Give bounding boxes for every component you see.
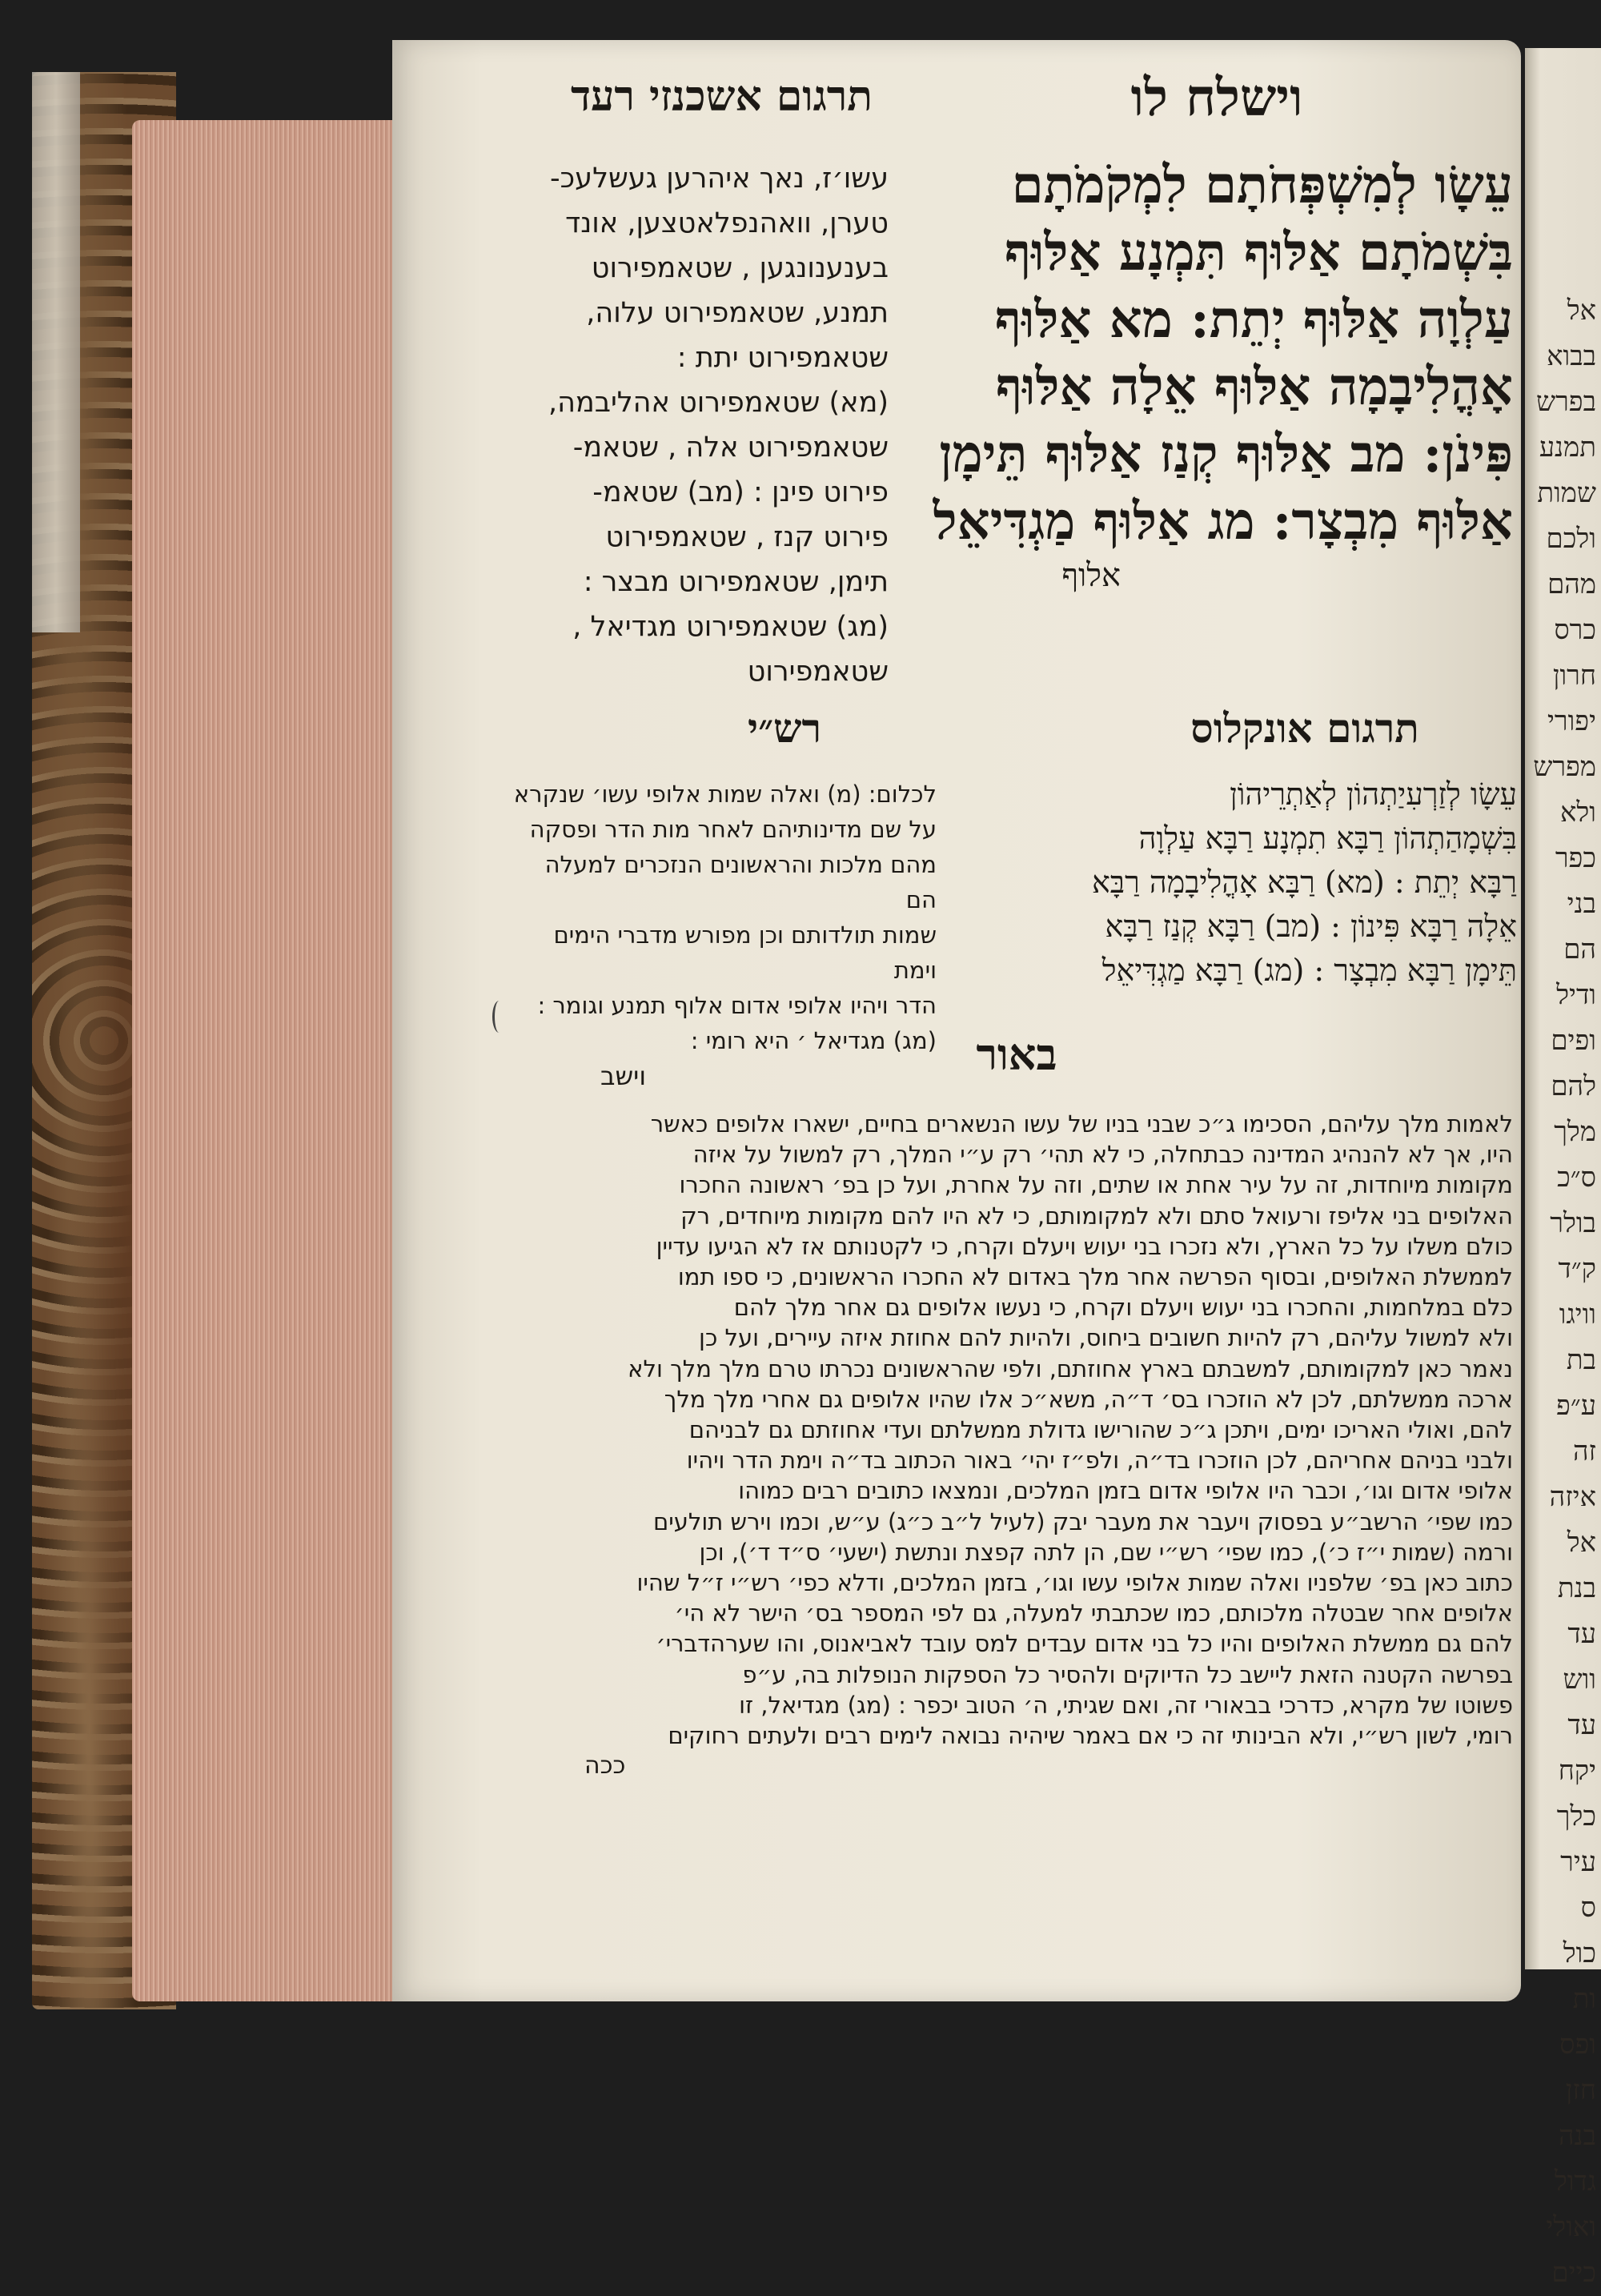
yiddish-line: עשו׳ז, נאך איהרען געשלעכ- [550, 163, 889, 195]
biur-catchword: ככה [584, 1752, 626, 1780]
facing-page-line: כפר [1555, 842, 1596, 874]
facing-page-line: ואולי [1546, 2211, 1596, 2243]
biur-line: אלופי אדום וגו׳, וכבר היו אלופי אדום בזמן המלכים, ונמצאו כתובים רבים כמוהו [738, 1477, 1513, 1505]
facing-page-line: יפורי [1547, 705, 1596, 737]
facing-page-line: עד [1567, 1709, 1596, 1741]
yiddish-translation [512, 156, 889, 694]
facing-page-line: בנה [1559, 2120, 1596, 2152]
rashi-line: לכלום: (מ) ואלה שמות אלופי עשו׳ שנקרא [513, 781, 937, 808]
onkelos-line: עֵשָׂו לְזַרְעִיַתְהוֹן לְאַתְרֵיהוֹן [1230, 777, 1517, 812]
facing-page-line: אל [1567, 295, 1596, 327]
yiddish-line: שטאמפירוט יתת : [676, 342, 889, 374]
torah-line: בִּשְׁמֹתָם אַלּוּף תִּמְנָע אַלּוּף [1004, 223, 1513, 283]
facing-page-line: חרון [1552, 660, 1596, 692]
yiddish-line: (מג) שטאמפירוט מגדיאל , [572, 611, 889, 643]
onkelos-translation [957, 773, 1517, 993]
torah-line: אַלּוּף מִבְצָר: מג אַלּוּף מַגְדִּיאֵל [933, 492, 1513, 552]
facing-page-line: כול [1563, 1937, 1596, 1969]
facing-page-line: ולכם [1546, 523, 1596, 555]
facing-page-line: בולר [1550, 1207, 1596, 1239]
facing-page-line: חזן [1565, 2074, 1596, 2106]
header-targum-ashkenazi: תרגום אשכנזי רעד [570, 72, 873, 121]
yiddish-line: פירוט קנז , שטאמפירוט [605, 521, 889, 553]
facing-page-line: כלך [1556, 1800, 1596, 1832]
facing-page-line: שמות [1537, 477, 1596, 509]
onkelos-line: רַבָּא יְתֵת : (מא) רַבָּא אָהֳלִיבָמָה רַבָּא [1091, 865, 1517, 900]
biur-line: נאמר כאן למקומותם, למשבתם בארץ אחוזתם, ולפי שהראשונים נכרתו טרם מלך מלך ולא [628, 1355, 1513, 1383]
torah-line: עֵשָׂו לְמִשְׁפְּחֹתָם לִמְקֹמֹתָם [1011, 155, 1513, 215]
yiddish-line: (מא) שטאמפירוט אהליבמה, [548, 387, 889, 419]
biur-line: כתוב כאן בפ׳ שלפניו ואלה שמות אלופי עשו וגו׳, בזמן המלכים, ודלא כפי׳ רש״י ז״ל שהיו [636, 1569, 1513, 1597]
biur-line: מקומות מיוחדות, זה על עיר אחת או שתים, וזה על אחרת, ועל כן בפ׳ ראשונה החכרו [679, 1171, 1513, 1199]
rashi-line: הדר ויהיו אלופי אדום אלוף תמנע וגומר : [537, 992, 937, 1019]
yiddish-line: טערן, וואהנפלאטצען, אונד [565, 207, 889, 239]
torah-line: עַלְוָה אַלּוּף יְתֵת: מא אַלּוּף [994, 290, 1513, 350]
facing-page-line: עד [1567, 1618, 1596, 1650]
biur-line: להם גם ממשלת האלופים והיו כל בני אדום עבדים למס עובד לאביאנוס, והו שערהדברי׳ [656, 1630, 1513, 1658]
page-edge [132, 120, 404, 2001]
biur-line: ארכה ממשלתם, לכן לא הוזכרו בס׳ ד״ה, משא״כ אלו שהיו אלופים גם אחרי מלך מלך [664, 1385, 1513, 1413]
pen-mark [492, 1001, 506, 1033]
facing-page-line: ודיל [1556, 979, 1596, 1011]
facing-page-text [1525, 48, 1601, 2296]
torah-text [913, 152, 1513, 596]
spine-cloth [32, 72, 80, 632]
header-parasha: וישלח לו [1130, 68, 1303, 128]
facing-page-line: גדול [1554, 2166, 1596, 2198]
biur-line: אלופים אחר שבטלה מלכותם, כמו שכתבתי למעלה, גם לפי המספר בס׳ הישר לא הי׳ [674, 1600, 1513, 1628]
facing-page-line: ע״פ [1556, 1390, 1596, 1422]
facing-page-line: הם [1563, 933, 1596, 965]
biur-line: לאמות מלך עליהם, הסכימו ג״כ שבני בניו של עשו הנשארים בחיים, ישארו אלופים כאשר [650, 1110, 1513, 1138]
yiddish-line: תמנע, שטאמפירוט עלוה, [586, 297, 889, 329]
yiddish-line: שטאמפירוט אלה , שטאמ- [572, 432, 889, 464]
facing-page-line: ס״כ [1557, 1162, 1596, 1194]
torah-line: פִּינֹן: מב אַלּוּף קְנַז אַלּוּף תֵּימָן [939, 424, 1513, 484]
onkelos-line: תֵּימָן רַבָּא מִבְצָר : (מג) רַבָּא מַגְדִּיאֵל [1101, 953, 1517, 988]
facing-page-line: ופים [1551, 1025, 1596, 1057]
facing-page-line: ולא [1559, 797, 1596, 829]
torah-line: אָהֳלִיבָמָה אַלּוּף אֵלָה אַלּוּף [995, 357, 1513, 417]
section-title-onkelos: תרגום אונקלוס [1190, 704, 1419, 752]
facing-page-line: ווש [1563, 1664, 1596, 1696]
yiddish-line: בענענונגען , שטאמפירוט [591, 252, 889, 284]
facing-page-strip [1525, 48, 1601, 2289]
section-title-biur: באור [976, 1029, 1057, 1080]
facing-page-line: בבוא [1547, 340, 1596, 372]
biur-line: כולם משלו על כל הארץ, ולא נזכרו בני יעוש ויעלם וקרח, כי לקטנותם אז לא הגיעו עדיין [656, 1232, 1513, 1260]
rashi-catchword: וישב [600, 1061, 647, 1091]
rashi-line: על שם מדינותיהם לאחר מות הדר ופסקה [529, 816, 937, 843]
facing-page-line: כרס [1554, 614, 1596, 646]
facing-page-line: מלך [1554, 1116, 1596, 1148]
section-title-rashi: רש״י [747, 704, 822, 752]
biur-line: כמו שפי׳ הרשב״ע בפסוק ויעבר את מעבר יבק (לעיל ל״ב כ״ג) ע״ש, וכמו וירש תולעים [653, 1507, 1513, 1535]
rashi-line: (מג) מגדיאל ׳ היא רומי : [690, 1027, 937, 1054]
yiddish-line: פירוט פינן : (מב) שטאמ- [592, 476, 889, 508]
facing-page-line: וויגו [1559, 1299, 1596, 1331]
facing-page-line: איזה [1549, 1481, 1596, 1513]
facing-page-line: יקח [1558, 1755, 1596, 1787]
facing-page-line: מהם [1547, 568, 1596, 600]
facing-page-line: תמנע [1539, 432, 1596, 464]
biur-line: פשוטו של מקרא, כדרכי בבאורי זה, ואם שגיתי, ה׳ הטוב יכפר : (מג) מגדיאל, זו [739, 1691, 1513, 1719]
torah-catchword: אלוף [1061, 557, 1121, 594]
onkelos-line: בִּשְׁמָהַתְהוֹן רַבָּא תִמְנָע רַבָּא עַלְוָה [1138, 821, 1517, 856]
biur-line: בפרשה הקטנה הזאת ליישב כל הדיוקים ולהסיר כל הספקות הנופלות בה, ע״פ [742, 1660, 1513, 1688]
biur-commentary [512, 1109, 1513, 1781]
facing-page-line: בני [1567, 888, 1596, 920]
biur-line: היו, אך לא להנהיג המדינה כבתחלה, כי לא תהי׳ רק ע״י המלך, רק למשול על איזה [692, 1141, 1513, 1169]
facing-page-line: להם [1551, 1070, 1596, 1102]
yiddish-line: תימן, שטאמפירוט מבצר : [583, 566, 889, 598]
facing-page-line: בנת [1557, 1572, 1596, 1604]
facing-page-line: בת [1566, 1344, 1596, 1376]
biur-line: ולבני בניהם אחריהם, לכן הוזכרו בד״ה, ולפ״ז יהי׳ באור הכתוב בד״ה וימת הדר ויהיו [686, 1447, 1513, 1475]
facing-page-line: אל [1567, 1527, 1596, 1559]
biur-line: לממשלת האלופים, ובסוף הפרשה אחר מלך באדום לא החכרו הראשונים, כי ספו תמו [677, 1263, 1513, 1291]
biur-line: האלופים בני אליפז ורעואל סתם ולא למקומותם, כי לא היו להם מקומות מיוחדים, רק [680, 1202, 1513, 1230]
facing-page-line: מפרש [1533, 751, 1596, 783]
yiddish-line: שטאמפירוט [747, 656, 889, 688]
facing-page-line: ס [1580, 1892, 1596, 1924]
facing-page-line: ופס [1559, 2029, 1596, 2061]
rashi-commentary [512, 777, 937, 1094]
rashi-line: שמות תולדותם וכן מפורש מדברי הימים וימת [553, 921, 937, 984]
rashi-line: מהם מלכות והראשונים הנזכרים למעלה הם [544, 851, 937, 913]
facing-page-line: זה [1572, 1435, 1596, 1467]
biur-line: ולא למשול עליהם, רק להיות חשובים ביחוס, ולהיות להם אחוזת איזה עיירים, ועל כן [699, 1324, 1513, 1352]
biur-line: להם, ואולי האריכו ימים, ויתכן ג״כ שהורישו גדולת ממשלתם ועדי אחוזתם גם לבניהם [688, 1416, 1513, 1444]
facing-page-line: ות [1572, 1983, 1596, 2015]
facing-page-line: בפרש [1536, 386, 1596, 418]
biur-line: רומי, לשון רש״י, ולא הבינותי זה כי אם באמר שיהיה נבואה לימים רבים ולעתים רחוקים [668, 1722, 1513, 1750]
facing-page-line: ק״ד [1558, 1253, 1596, 1285]
onkelos-line: אֵלָה רַבָּא פִּינוֹן : (מב) רַבָּא קְנַז רַבָּא [1105, 909, 1517, 944]
facing-page-line: עיר [1560, 1846, 1596, 1878]
facing-page-line: כיים [1551, 2257, 1596, 2289]
biur-line: כלם במלחמות, והחכרו בני יעוש ויעלם וקרח, כי נעשו אלופים גם אחר מלך להם [733, 1294, 1513, 1322]
biur-line: ורמה (שמות י״ז כ׳), כמו שפי׳ רש״י שם, הן לתה קפצת ונתשת (ישעי׳ ס״ד ד׳), וכן [699, 1538, 1513, 1566]
